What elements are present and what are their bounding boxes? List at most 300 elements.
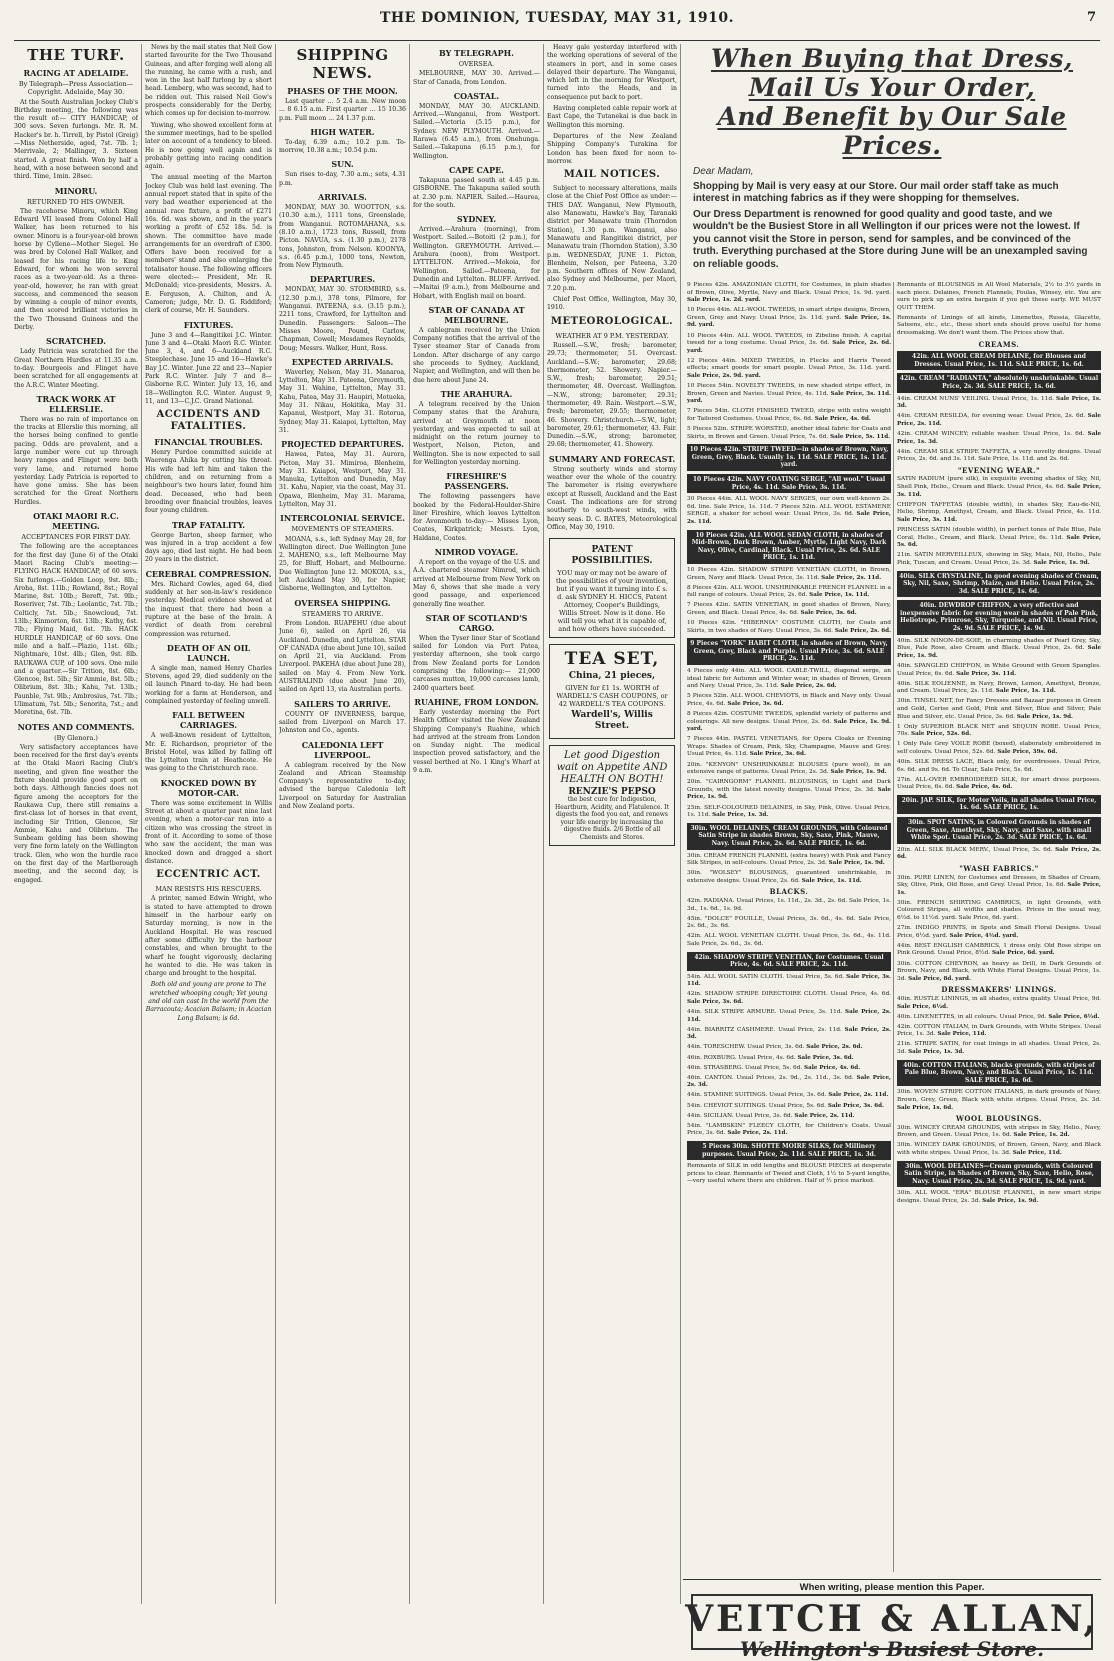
price-item-sale-price: Sale Price, 1s. 3d. bbox=[897, 431, 1101, 445]
price-item-description: 10 Pieces 42in. "HIBERNIA" COSTUME CLOTH, for Coats and Skirts, in two shades of Navy. Usual Price, 3s. 6d. bbox=[687, 620, 891, 634]
price-list-section-heading: WOOL BLOUSINGS. bbox=[956, 1114, 1042, 1124]
high-water: To-day, 6.39 a.m.; 10.2 p.m. To-morrow, 10.38 a.m.; 10.54 p.m. bbox=[279, 138, 406, 155]
column-divider bbox=[680, 44, 681, 1604]
article-heading: SYDNEY. bbox=[456, 214, 497, 225]
article-heading: FIXTURES. bbox=[183, 319, 234, 330]
price-list-section-heading: DRESSMAKERS' LININGS. bbox=[941, 985, 1057, 995]
price-item-sale-price: Sale Price, 1s. 3d. bbox=[897, 395, 1101, 410]
price-list-item bbox=[897, 1125, 1101, 1140]
price-item-sale-price: Sale Price, 6½d. bbox=[1048, 1013, 1100, 1020]
page-number: 7 bbox=[1086, 10, 1096, 25]
price-item-description: 30in. PURE LINEN, for Costumes and Dresses, in Shades of Cream, Sky, Olive, Pink, Old Rose, and Grey. Usual Price, 1s. 6d. bbox=[897, 874, 1101, 889]
price-item-sale-price: Sale Price, 1s. 11d. bbox=[809, 592, 870, 599]
article-subheading: STEAMERS TO ARRIVE. bbox=[301, 609, 384, 618]
price-list-item bbox=[687, 805, 891, 820]
section-heading-eccentric: ECCENTRIC ACT. bbox=[156, 869, 261, 881]
price-item-description: 30in. FRENCH SHIRTING CAMBRICS, in light Grounds, with Coloured Stripes, all widths and shades. Prices in the usual way, 6½d. to 11½d. yard. Sale Price, 6d. yard. bbox=[897, 899, 1101, 922]
price-item-description: 12 Pieces 44in. MIXED TWEEDS, in Flecks and Harris Tweed effects; smart goods for smart people. Usual Price, 3s. 11d. yard. bbox=[687, 357, 891, 372]
patent-advert bbox=[549, 538, 675, 638]
article-heading: THE ARAHURA. bbox=[440, 388, 513, 399]
article-text: There was some excitement in Willis Street at about a quarter past nine last evening, when a motor-car ran into a citizen who was crossing the street in front of it. According to some of those who saw the accident, the man was knocked down and dragged a short distance. bbox=[145, 799, 272, 865]
price-list-item bbox=[897, 315, 1101, 338]
article-text: The annual meeting of the Marton Jockey Club was held last evening. The annual report stated that in spite of the very bad weather experienced at the annual race fixture, a profit of £271 16s. 6d. was shown, and in the year's working a profit of £52 18s. 5d. is shown. The committee have made arrangements for an overdraft of £300. Offers have been received for a members' stand and also enlarging the totalisator house. The following officers were elected:— President, Mr. R. McDonald; vice-presidents, Messrs. A. E. Ferguson, A. Chilton, and A. Cameron; judge, Mr. D. G. Riddiford; clerk of course, Mr. H. Saunders. bbox=[145, 174, 272, 315]
price-item-sale-price: Sale Price, 11d. bbox=[1012, 1150, 1062, 1156]
article-text: George Barton, sheep farmer, who was injured in a trap accident a few days ago, died last night. He had been 20 years in the district. bbox=[145, 531, 272, 564]
price-list-item bbox=[897, 724, 1101, 739]
price-item-sale-price: Sale Price, 4s. 6d. bbox=[814, 416, 871, 422]
price-list-item bbox=[897, 663, 1101, 678]
price-item-description: 30in. WOVEN STRIPE COTTON ITALIANS, in dark grounds of Navy, Brown, Grey, Green, Black with white stripes. Usual Price, 2s. 3d. bbox=[897, 1089, 1101, 1103]
article-text: Early yesterday morning the Port Health Officer visited the New Zealand Shipping Company's Ruahine, which had arrived at the stream from London on Sunday night. The medical inspection proved satisfactory, and the vessel berthed at No. 1 King's Wharf at 9 a.m. bbox=[413, 708, 540, 774]
article-text: A report on the voyage of the U.S. and A.A. chartered steamer Nimrod, which arrived at Melbourne from New York on May 6, shows that she made a very good passage, and experienced generally fine weather. bbox=[413, 559, 540, 608]
article-heading: RUAHINE, FROM LONDON. bbox=[414, 696, 539, 707]
price-item-description: 45in. "DOLCE" FOUILLE, Usual Prices, 3s. 6d., 4s. 6d. Sale Price, 2s. 6d., 3s. 6d. bbox=[687, 915, 891, 930]
article-heading: DEPARTURES. bbox=[309, 274, 376, 285]
price-list-section-heading: "EVENING WEAR." bbox=[957, 465, 1041, 475]
price-item-sale-price: Sale Price, 39s. 6d. bbox=[997, 748, 1058, 755]
article-heading: SUMMARY AND FORECAST. bbox=[548, 453, 676, 464]
article-text: Subject to necessary alterations, mails close at the Chief Post Office as under:— THIS DAY. Wanganui, New Plymouth, also Manawatu, Hawke's Bay, Taranaki district per Manawatu train (Thorndon Station), 1.30 p.m. Wanganui, also Manawatu and Rangitikei district, per Manawatu train (Thorndon Station), 3.30 p.m. WEDNESDAY, JUNE 1. Picton, Blenheim, Nelson, per Pateena, 3.20 p.m. Southern offices of New Zealand, also Sydney and Melbourne, per Maori, 7.20 p.m. bbox=[547, 185, 677, 292]
featured-price-item: 30in. WOOL DELAINES, CREAM GROUNDS, with Coloured Satin Stripe in shades Brown, Sky, Saxe, Pink, Mauve, Navy. Usual Price, 2s. 6d. SALE PRICE, 1s. 6d. bbox=[687, 823, 891, 850]
price-item-sale-price: Sale Price, 1s. 9d. bbox=[897, 645, 1101, 659]
article-text: A telegram received by the Union Company states that the Arahura, arrived at Greymouth at noon yesterday, and was expected to sail at midnight on the return journey to Westport, Nelson, Picton, and Wellington. She is now expected to sail for Wellington yesterday morning. bbox=[413, 400, 540, 466]
column-divider bbox=[409, 44, 410, 1604]
price-list-item bbox=[687, 1075, 891, 1090]
price-list-item bbox=[687, 307, 891, 330]
price-item-description: 20in. "KENYON" UNSHRINKABLE BLOUSES (pure wool), in an extensive range of patterns. Usual Price, 2s. 3d. bbox=[687, 761, 891, 776]
advert-intro bbox=[693, 166, 1091, 271]
price-item-sale-price: Sale Price, 1s. 2d. bbox=[1013, 1132, 1070, 1139]
price-item-sale-price: Sale Price, 8d. yard. bbox=[908, 975, 971, 982]
article-heading: SUN. bbox=[331, 159, 354, 170]
price-item-description: Remnants of Linings of all kinds, Linenettes, Russia, Glacette, Sateens, etc., etc., these short ends should prove useful for home dressmaking. We don't want them. The Prices show that. bbox=[897, 314, 1101, 337]
price-item-description: 20in. ALL SILK BLACK MERV., Usual Price, 3s. 6d. bbox=[897, 846, 1053, 853]
price-item-description: PRINCESS SATIN (double width), in perfect tones of Pale Blue, Pale Coral, Helio., Cream, and Black. Usual Price, 6s. 11d. bbox=[897, 527, 1101, 541]
price-list-item bbox=[897, 925, 1101, 940]
price-item-description: 40in. SILK DRESS LACE, Black only, for overdresses. Usual Price, 6s. 6d. and 9s. 6d. To Clear, Sale Price, 5s. 6d. bbox=[897, 758, 1101, 773]
featured-price-item: 40in. DEWDROP CHIFFON, a very effective and inexpensive fabric for evening wear in shades of Pale Pink, Heliotrope, Primrose, Sky, Turquoise, and Nil. Usual Price, 2s. 9d. SALE PRICE, 1s. 9d. bbox=[897, 600, 1101, 634]
price-item-sale-price: Sale Price, 2s. 6d. bbox=[806, 1044, 863, 1051]
article-text: A cablegram received by the New Zealand and African Steamship Company's representative to-day, advised the barque Caledonia left Liverpool on Saturday for Australian and New Zealand ports. bbox=[279, 761, 406, 810]
price-item-description: 30 Pieces 44in. ALL WOOL NAVY SERGES, our own well-known 2s. 6d. line. Sale Price, 1s. 11d. 7 Pieces 52in. ALL WOOL ESTAMENE SERGE, a shaker for school wear. Usual Price, 3s. 6d. bbox=[687, 496, 891, 518]
price-list-item bbox=[687, 1113, 891, 1121]
price-list-item bbox=[687, 1163, 891, 1186]
price-item-sale-price: Sale Price, 3s. 11d. bbox=[897, 516, 958, 523]
price-list-item bbox=[897, 943, 1101, 958]
price-list-item bbox=[687, 1103, 891, 1111]
price-list-item bbox=[897, 759, 1101, 774]
price-item-sale-price: Sale Price, 3s. 11d. bbox=[956, 670, 1017, 677]
pepso-text: the best cure for Indigestion, Heartburn, Acidity, and Flatulence. It digests the food you eat, and renews your life energy by increasing the digestive fluids. 2/6 Bottle of all Chemists and Stores. bbox=[554, 796, 670, 841]
featured-price-item: 42in. ALL WOOL CREAM DELAINE, for Blouses and Dresses. Usual Price, 1s. 11d. SALE PRICE, 1s. 6d. bbox=[897, 351, 1101, 370]
price-item-description: 21in. STRIPE SATIN, for coat linings in all shades. Usual Price, 2s. 3d. bbox=[897, 1041, 1101, 1055]
advert-verse: Both old and young are prone to The wretched whooping cough; Yet young and old can cast In the world from the Barracouta; Acacian Balsam; in Acacian Long Balsam; is 6d. bbox=[145, 981, 272, 1022]
price-list-item bbox=[897, 777, 1101, 792]
price-item-description: 40in. LINENETTES, in all colours. Usual Price, 9d. bbox=[897, 1013, 1047, 1020]
price-list-item bbox=[687, 974, 891, 989]
featured-price-item: 10 Pieces 42in. STRIPE TWEED—in shades of Brown, Navy, Green, Grey, Black. Usually 1s. 11d. SALE PRICE, 1s. 11d. yard. bbox=[687, 444, 891, 471]
price-list-item bbox=[687, 1092, 891, 1100]
price-item-sale-price: Sale Price, 1s. 9d. bbox=[982, 1197, 1039, 1204]
article-heading: SAILERS TO ARRIVE. bbox=[294, 698, 391, 709]
price-item-sale-price: Sale Price, 1s. 11d. bbox=[801, 877, 862, 884]
price-item-sale-price: Sale Price, 1s. 9d. bbox=[1033, 559, 1090, 566]
price-item-description: 30in. CREAM FRENCH FLANNEL (extra heavy) with Pink and Fancy Silk Stripes, in self-colours. Usual Price, 2s. 3d. bbox=[687, 852, 891, 867]
price-item-description: 1 Only Pale Grey VOILE ROBE (boxed), elaborately embroidered in self colours. Usual Price, 52s. 6d. bbox=[897, 741, 1101, 755]
price-list-item bbox=[687, 736, 891, 759]
price-item-description: 42in. ALL WOOL VENETIAN CLOTH. Usual Price, 3s. 6d., 4s. 11d. Sale Price, 2s. 6d., 3s. 6d. bbox=[687, 933, 891, 947]
section-heading-shipping: SHIPPING NEWS. bbox=[296, 46, 389, 82]
price-item-sale-price: Sale Price, 1s. 3d. bbox=[712, 812, 769, 819]
tea-set-heading: TEA SET, bbox=[564, 649, 660, 670]
article-text: Chief Post Office, Wellington, May 30, 1910. bbox=[547, 296, 677, 312]
price-item-sale-price: Sale Price, 2s. 6d. bbox=[897, 846, 1101, 861]
price-item-sale-price: Sale Price, 5s. 6d. bbox=[897, 534, 1101, 549]
patent-advert-heading: PATENT POSSIBILITIES. bbox=[571, 545, 653, 567]
price-item-description: 30in. TINSEL NET, for Fancy Dresses and Bazaar purposes in Green and Gold, Cerise and Gold, Pink and Silver, Blue and Silver, Pale Blue and Silver, etc. Usual Price, 3s. 6d. bbox=[897, 698, 1101, 720]
price-list-item bbox=[687, 282, 891, 305]
price-list-divider bbox=[893, 282, 894, 1572]
advert-headline-line: When Buying that Dress, bbox=[710, 44, 1073, 73]
price-item-description: 7 Pieces 44in. PASTEL VENETIANS, for Opera Cloaks or Evening Wraps. Shades of Cream, Pink, Sky, Champagne, Mauve and Grey. Usual Price, 4s. 11d. bbox=[687, 736, 891, 758]
price-item-sale-price: Sale Price, 1s. bbox=[897, 882, 1101, 896]
featured-price-item: 30in. SPOT SATINS, in Coloured Grounds in shades of Green, Saxe, Amethyst, Sky, Navy, and Saxe, with small White Spot. Usual Price, 2s. 3d. SALE PRICE, 1s. 6d. bbox=[897, 817, 1101, 844]
price-list-item bbox=[687, 602, 891, 617]
price-item-description: 8 Pieces 42in. ALL WOOL UNSHRINKABLE FRENCH FLANNEL in a full range of colours. Usual Price, 2s. 6d. bbox=[687, 584, 891, 599]
price-list-item bbox=[897, 741, 1101, 756]
article-text: Strong southerly winds and stormy weather over the whole of the country. The barometer is rising everywhere except at Russell, Auckland and the East Coast. The indications are for strong southerly to south-west winds, with heavy seas. D. C. BATES, Meteorological Office, May 30, 1910. bbox=[547, 465, 677, 531]
price-list-item bbox=[897, 552, 1101, 567]
column-telegraph bbox=[413, 44, 540, 1604]
price-list-item bbox=[897, 900, 1101, 923]
price-item-sale-price: Sale Price, 3s. 11d. yard. bbox=[687, 390, 891, 405]
article-heading: BY TELEGRAPH. bbox=[439, 48, 514, 58]
price-list-item bbox=[687, 916, 891, 931]
moon-phases: Last quarter ... 5 2.4 a.m. New moon ... 8 6.15 a.m. First quarter ... 15 10.36 p.m. Full moon ... 24 1.37 p.m. bbox=[279, 98, 406, 122]
article-heading: MINORU. bbox=[54, 185, 98, 196]
advert-store-name-block bbox=[683, 1600, 1101, 1660]
featured-price-item: 40in. COTTON ITALIANS, blacks grounds, with stripes of Pale Blue, Brown, Navy, and Black. Usual Price, 1s. 11d. SALE PRICE, 1s. 6d. bbox=[897, 1060, 1101, 1087]
store-slogan: Wellington's Busiest Store. bbox=[739, 1637, 1045, 1661]
masthead bbox=[14, 4, 1100, 41]
article-heading: CALEDONIA LEFT LIVERPOOL. bbox=[301, 739, 384, 760]
price-item-description: 9 Pieces 42in. AMAZONIAN CLOTH, for Costumes, in plain shades of Brown, Olive, Myrtle, Navy and Black. Usual Price, 1s. 9d. yard. bbox=[687, 282, 891, 296]
article-heading: PHASES OF THE MOON. bbox=[287, 86, 398, 96]
price-list bbox=[687, 282, 1101, 1572]
article-text: News by the mail states that Neil Gow started favourite for the Two Thousand Guineas, and after forging well along all the running, he came with a rush, and won in the last half furlong by a short head. Lemberg, who was second, had to be ridden out. This raised Neil Gow's prospects considerably for the Derby, which comes up for decision to-morrow. bbox=[145, 44, 272, 118]
article-text: Very satisfactory acceptances have been received for the first day's events at the Otaki Maori Racing Club's meeting, and given fine weather the fixture should provide good sport on both days. Although fancies does not figure among the acceptors for the Raukawa Cup, there still remains a first-class lot of horses in that event, including Sir Trition, Glencoe, Sir Ammie, Kahu and Olibrium. The Sunbeam gelding has been showing very fine form lately on the Wellington track. Glen, who won the hurdle race on the first day of the Marlborough meeting, and the second day, is engaged. bbox=[14, 743, 138, 884]
price-item-description: 54in. ALL WOOL SATIN CLOTH. Usual Price, 5s. 6d. bbox=[687, 973, 845, 980]
article-text: From London. RUAPEHU (due about June 6), sailed on April 26, via Auckland. Dunedin, and Lyttelton. STAR OF CANADA (due about June 10), sailed on April 21, via Auckland. From Liverpool. PAKEHA (due about June 28), sailed on May 4. From New York. AUSTRALIND (due about June 20), sailed on April 13, via Australian ports. bbox=[279, 619, 406, 694]
price-list-item bbox=[897, 413, 1101, 428]
price-item-description: 44in. SILK STRIPE ARMURE. Usual Price, 3s. 11d. bbox=[687, 1009, 843, 1016]
price-list-item bbox=[687, 870, 891, 885]
article-text: Lady Patricia was scratched for the Great Northern Hurdles at 11.35 a.m. to-day. Bourgeois and Flinget have been scratched for all engagements at the A.R.C. Winter Meeting. bbox=[14, 348, 138, 389]
price-list-item bbox=[687, 693, 891, 708]
price-list-right bbox=[897, 282, 1101, 1572]
price-item-description: 42in. RADIANA. Usual Prices, 1s. 11d., 2s. 3d., 2s. 6d. Sale Price, 1s. 3d., 1s. 6d., 1s. 9d. bbox=[687, 897, 891, 912]
article-text: MONDAY, MAY 30. WOOTTON, s.s. (10.30 a.m.), 1111 tons, Greenslade, from Wanganui. ROTOMAHANA, s.s. (8.10 a.m.), 1723 tons, Russell, from Picton. NAVUA, s.s. (1.30 p.m.), 2178 tons, Johnston, from Nelson. KOONYA, s.s. (6.45 p.m.), 1000 tons, Newton, from New Plymouth. bbox=[279, 204, 406, 270]
article-text: A cablegram received by the Union Company notifies that the arrival of the Tyser steamer Star of Canada from London. After discharge of any cargo she proceeds to Sydney, Auckland, Napier, and Wellington, and will then be due here about June 24. bbox=[413, 326, 540, 384]
price-list-item bbox=[687, 408, 891, 423]
tea-set-advert bbox=[549, 644, 675, 739]
price-item-description: 46in. STRASBERG. Usual Price, 5s. 6d. bbox=[687, 1064, 803, 1071]
article-text: Departures of the New Zealand Shipping Company's Turakina for London has been fixed for noon to-morrow. bbox=[547, 132, 677, 165]
article-text: Henry Purdoe committed suicide at Waerenga Ahika by cutting his throat. His wife had left him and taken the children, and on returning from a neighbour's two hours later, found him dead. Deceased, who had been brooding over financial troubles, leaves four young children. bbox=[145, 449, 272, 515]
price-item-description: 44in. CREAM NUNS' VEILING. Usual Price, 1s. 11d. bbox=[897, 395, 1054, 402]
price-item-description: 5 Pieces 52in. ALL WOOL CHEVIOTS, in Black and Navy only. Usual Price, 4s. 6d. bbox=[687, 693, 891, 707]
price-item-sale-price: Sale Price, 3s. 6d. bbox=[797, 1054, 854, 1061]
article-text: When the Tyser liner Star of Scotland sailed for London via Port Patea, yesterday afternoon, she took cargo from New Zealand ports for London comprising the following:— 21,000 carcases mutton, 19,000 carcases lamb, 2400 quarters beef. bbox=[413, 634, 540, 692]
price-list-item bbox=[687, 898, 891, 913]
pepso-brand: RENZIE'S PEPSO bbox=[568, 787, 656, 798]
column-divider bbox=[543, 44, 544, 1604]
price-item-description: 46in. ROXBURG. Usual Price, 4s. 6d. bbox=[687, 1054, 796, 1061]
price-list-item bbox=[687, 1044, 891, 1052]
price-item-description: 7 Pieces 54in. CLOTH FINISHED TWEED, stripe with extra weight for Tailored Costumes. Usual Price, 6s. 6d. bbox=[687, 408, 891, 422]
article-subheading: ACCEPTANCES FOR FIRST DAY. bbox=[21, 533, 131, 542]
price-item-description: 21in. SATIN MERVEILLEUX, showing in Sky, Mais, Nil, Helio., Pale Pink, Tuscan, and Cream. Usual Price, 2s. 3d. bbox=[897, 552, 1101, 566]
price-item-description: 42in. SHADOW STRIPE DIRECTOIRE CLOTH. Usual Price, 4s. 6d. bbox=[687, 991, 891, 998]
price-item-sale-price: Sale Price, 1s. 9d. bbox=[830, 769, 887, 776]
featured-price-item: 10 Pieces 42in. ALL WOOL SEDAN CLOTH, in shades of Mid-Brown, Dark Brown, Amber, Myrtle, Light Navy, Dark Navy, Olive, Cardinal, Black. Usual Price, 2s. 6d. SALE PRICE, 1s. 11d. bbox=[687, 530, 891, 564]
price-item-sale-price: Sale Price, 1s. 9d. yard. bbox=[687, 314, 891, 329]
article-heading: INTERCOLONIAL SERVICE. bbox=[280, 513, 405, 524]
article-text: MELBOURNE, MAY 30. Arrived.—Star of Canada, from London. bbox=[413, 70, 540, 86]
article-heading: DEATH OF AN OIL LAUNCH. bbox=[166, 642, 251, 663]
tea-set-store: Wardell's, Willis Street. bbox=[571, 710, 653, 732]
price-item-description: 30in. COTTON CHEVRON, as heavy as Drill, in Dark Grounds of Brown, Navy, and Black, with White Floral Designs. Usual Price, 1s. 3d. bbox=[897, 960, 1101, 982]
featured-price-item: 9 Pieces "YORK" HABIT CLOTH, in shades of Brown, Navy, Green, Grey, Black and Purple. Usual Price, 3s. 6d. SALE PRICE, 2s. 11d. bbox=[687, 638, 891, 665]
column-shipping bbox=[279, 44, 406, 1604]
price-list-item bbox=[897, 1041, 1101, 1056]
price-item-description: 10 Pieces 44in. ALL-WOOL TWEEDS, in smart stripe designs, Brown, Green, Grey and Navy. Usual Price, 2s. 11d. yard. bbox=[687, 307, 891, 321]
article-heading: NIMROD VOYAGE. bbox=[434, 547, 519, 558]
tea-set-text: GIVEN for £1 1s. WORTH of WARDELL'S CASH COUPONS, or 42 WARDELL'S TEA COUPONS. bbox=[556, 684, 668, 709]
section-heading-turf: THE TURF. bbox=[27, 46, 125, 64]
column-news bbox=[145, 44, 272, 1604]
article-text: Yuwing, who showed excellent form at the summer meetings, had to be spelled later on account of a tendency to bleed. He is now going well again and is probably getting into racing condition again. bbox=[145, 121, 272, 171]
price-item-description: CHIFFON TAFFETAS (double width), in shades Sky, Eau-de-Nil, Helio, Shrimp, Amethyst, Cream, and Black. Usual Price, 4s. 11d. bbox=[897, 501, 1101, 516]
price-item-description: 25in. SELF-COLOURED DELAINES, in Sky, Pink, Olive. Usual Price, 1s. 11d. bbox=[687, 804, 891, 819]
article-text: At the South Australian Jockey Club's Birthday meeting, the following was the result of:— CITY HANDICAP, of 300 sovs. Seven furlongs. Mr. R. M. Hacker's br. h. Tirrell, by Pistol (Greig)—Miss Netherside, aged, 7st. 7lb. 1; Merrivale, 2; Mallinger, 3. Sixteen started. A great finish. Won by half a head, with a nose between second and third. Time, 1min. 28sec. bbox=[14, 98, 138, 181]
price-item-sale-price: Sale Price, 2s. 11d. bbox=[821, 574, 882, 581]
price-item-sale-price: Sale Price, 2s. 3d. bbox=[687, 1026, 891, 1041]
article-subheading: MAN RESISTS HIS RESCUERS. bbox=[155, 885, 262, 894]
advert-headline-line: And Benefit by Our Sale Prices. bbox=[717, 102, 1067, 160]
price-item-description: 1 Only SUPERIOR BLACK NET and SEQUIN ROBE. Usual Price, 70s. bbox=[897, 723, 1101, 738]
article-text: MONDAY, MAY 30. AUCKLAND. Arrived.—Wanganui, from Westport. Sailed.—Victoria (5.15 p.m.), for Sydney. NEW PLYMOUTH. Arrived.—Rarawa (6.45 a.m.), from Onehunga. Sailed.—Takapuna (6.15 p.m.), for Wellington. bbox=[413, 102, 540, 160]
sun-times: Sun rises to-day, 7.30 a.m.; sets, 4.31 p.m. bbox=[279, 171, 406, 187]
price-item-description: 8 Pieces 42in. COSTUME TWEEDS, splendid variety of patterns and colourings. All new designs. Usual Price, 2s. 6d. bbox=[687, 711, 891, 725]
price-item-description: 40in. RUSTLE LININGS, in all shades, extra quality. Usual Price, 9d. bbox=[897, 995, 1101, 1002]
price-list-item bbox=[687, 991, 891, 1006]
article-heading: HIGH WATER. bbox=[310, 126, 375, 137]
advert-headline bbox=[683, 44, 1101, 160]
price-item-description: 30in. WINCEY DARK GROUNDS, of Brown, Green, Navy, and Black with white stripes. Usual Price, 1s. 3d. bbox=[897, 1142, 1101, 1156]
article-heading: EXPECTED ARRIVALS. bbox=[291, 356, 394, 367]
price-item-sale-price: Sale Price, 1s. 3d. bbox=[908, 1048, 965, 1055]
article-heading: RACING AT ADELAIDE. bbox=[23, 68, 129, 78]
article-subheading: RETURNED TO HIS OWNER. bbox=[27, 197, 125, 206]
article-heading: SCRATCHED. bbox=[46, 336, 106, 347]
price-item-description: 46in. CANTON. Usual Prices, 2s. 9d., 2s. 11d., 3s. 6d. bbox=[687, 1074, 854, 1081]
article-subheading: MOVEMENTS OF STEAMERS. bbox=[291, 525, 394, 534]
article-heading: PROJECTED DEPARTURES. bbox=[281, 439, 404, 450]
price-list-item bbox=[897, 638, 1101, 661]
price-item-description: 44in. SICILIAN. Usual Price, 3s. 6d. bbox=[687, 1112, 793, 1119]
advert-intro-text: Our Dress Department is renowned for good quality and good taste, and we wouldn't be the Busiest Store in all Wellington if our prices were not the lowest. If you cannot visit the Store in person, send for samples, and be convinced of the truth. Everything purchased at the Store during June will be an unexampled saving on reliable goods. bbox=[693, 208, 1088, 270]
article-text: COUNTY OF INVERNESS, barque, sailed from Liverpool on March 17. Johnston and Co., agents. bbox=[279, 710, 406, 735]
column-divider bbox=[275, 44, 276, 1604]
price-item-sale-price: Sale Price, 3s. 11d. bbox=[897, 484, 1101, 498]
article-heading: FIRESHIRE'S PASSENGERS. bbox=[444, 471, 509, 492]
price-list-item bbox=[687, 711, 891, 734]
advert-headline-line: Mail Us Your Order, bbox=[748, 73, 1036, 102]
price-list-item bbox=[687, 668, 891, 691]
article-text: The following are the acceptances for the first day (June 6) of the Otaki Maori Racing Club's meeting:— FLYING HACK HANDICAP, of 60 sovs. Six furlongs.—Golden Loop, 9st. 8lb.; Aroha, 8st. 11lb.; Rowland, 8st.; Royal Marine, 8st. 10lb.; Bereft, 7st. 9lb.; Roseriver, 7st. 7lb.; Leolantic, 7st. 7lb.; Celticly, 7st. 5lb.; Snowcloud, 7st. 13lb.; Kinmorton, 6st. 13lb.; Kathy, 6st. 7lb.; Flying Maid, 6st. 7lb. HACK HURDLE HANDICAP, of 60 sovs. One mile and a half.—Plazio, 11st. 6lb.; Nightmare, 10st. 4lb.; Glen, 9st. 8lb. RAUKAWA CUP, of 100 sovs. One mile and a quarter.—Sir Trition, 8st. 6lb.; Glencoe, 8st. 5lb.; Sir Ammie, 8st. 5lb.; Olibrium, 8st. 3lb.; Kahu, 7st. 13lb.; Paunble, 7st. 9lb.; Ambrosius, 7st. 7lb.; Ulimatum, 7st. 5lb.; Senorita, 7st.; and Moretina, 6st. 7lb. bbox=[14, 543, 138, 717]
price-list-item bbox=[687, 1009, 891, 1024]
article-heading: ARRIVALS. bbox=[318, 192, 367, 203]
article-text: Arrived.—Arahura (morning), from Westport. Sailed.—Botoiti (2 p.m.), for Wellington. GREYMOUTH. Arrived.—Arahura (noon), from Westport. LYTTELTON. Arrived.—Mokoia, for Wellington. Sailed.—Pateena, for Dunedin and Lyttelton. BLUFF. Arrived.—Maitai (9 a.m.), from Melbourne and Hobart, with English mail on board. bbox=[413, 226, 540, 300]
article-text: June 3 and 4—Rangitikei J.C. Winter. June 3 and 4—Otaki Maori R.C. Winter. June 3, 4, and 6—Auckland R.C. Steeplechase. June 15 and 16—Hawke's Bay J.C. Winter. June 22 and 23—Napier Park R.C. Winter. July 7 and 8—Gisborne R.C. Winter. July 13, 16, and 18—Wellington R.C. Winter. August 9, 11, and 13—C.J.C. Grand National. bbox=[145, 331, 272, 405]
article-heading: KNOCKED DOWN BY MOTOR-CAR. bbox=[160, 777, 257, 798]
price-item-sale-price: Sale Price, 1s. 9d. bbox=[1016, 713, 1073, 720]
article-text: A printer, named Edwin Wright, who is stated to have attempted to drown himself in the harbour early on Saturday morning, is now in the Auckland Hospital. He was rescued after some difficulty by the harbour constables, and when brought to the wharf he fought vigorously, declaring he wanted to die. He was taken in charge and brought to the hospital. bbox=[145, 895, 272, 978]
store-name: VEITCH & ALLAN, bbox=[685, 1598, 1099, 1640]
price-list-item bbox=[897, 1014, 1101, 1022]
price-list-item bbox=[687, 426, 891, 441]
price-item-sale-price: Sale Price, 1s. 6d. bbox=[897, 1104, 954, 1111]
article-text: MONDAY, MAY 30. STORMBIRD, s.s. (12.30 p.m.), 378 tons, Pilmore, for Wanganui. PATEENA, s.s. (3.15 p.m.), 2211 tons, Crawford, for Lyttelton and Dunedin. Passengers: Saloon—The Misses Moore, Pound, Carlow, Chapman, Cowell; Mesdames Reynolds, Doug; Messrs. Walker, Hunt, Ross. bbox=[279, 286, 406, 352]
article-heading: NOTES AND COMMENTS. bbox=[17, 721, 135, 732]
price-item-sale-price: Sale Price, 4s. 6d. bbox=[804, 1064, 861, 1071]
price-list-item bbox=[687, 762, 891, 777]
price-item-sale-price: Sale Price, 6½d. bbox=[897, 1003, 949, 1010]
price-item-sale-price: Sale Price, 2s. 11d. bbox=[828, 1092, 889, 1099]
price-item-description: 42in. CREAM WINCEY; reliable washer. Usual Price, 1s. 6d. bbox=[897, 431, 1085, 437]
price-list-item bbox=[687, 585, 891, 600]
column-turf bbox=[14, 44, 138, 1604]
column-divider bbox=[141, 44, 142, 1604]
price-list-item bbox=[687, 1123, 891, 1138]
price-list-item bbox=[687, 1065, 891, 1073]
article-text: There was no rain of importance on the tracks at Ellerslie this morning, all the horses being confined to gentle pacing. Odds are prevalent, and a large number were cut up through heavy ranges and Flinget were both very lame, and returned home yesterday. Lady Patricia is reported to have gone amiss. She has been scratched for the Great Northern Hurdles. bbox=[14, 415, 138, 506]
price-item-description: 5 Pieces 52in. STRIPE WORSTED, another ideal fabric for Coats and Skirts, in Brown and Green. Usual Price, 7s. 6d. bbox=[687, 426, 891, 440]
featured-price-item: 42in. SHADOW STRIPE VENETIAN, for Costumes. Usual Price, 4s. 6d. SALE PRICE, 2s. 11d. bbox=[687, 952, 891, 971]
price-item-sale-price: Sale Price, 3s. 6d. bbox=[687, 999, 744, 1005]
price-list-left bbox=[687, 282, 891, 1572]
price-item-sale-price: Sale Price, 2s. 6d. bbox=[834, 627, 891, 634]
price-item-sale-price: Sale Price, 2s. 3d. bbox=[687, 1074, 891, 1089]
price-item-sale-price: Sale Price, 2s. 11d. bbox=[687, 1009, 891, 1023]
price-item-sale-price: Sale Price, 3s. 6d. bbox=[800, 609, 857, 616]
veitch-allan-advert bbox=[683, 44, 1101, 1661]
price-list-item bbox=[897, 396, 1101, 411]
price-item-sale-price: Sale Price, 2s. 11d. bbox=[897, 413, 1101, 427]
article-heading: STAR OF CANADA AT MELBOURNE. bbox=[428, 304, 525, 325]
article-text: The racehorse Minoru, which King Edward VII leased from Colonel Hall Walker, has been returned to his owner. Minoru is a four-year-old brown horse by Cyllene—Mother Siegel. He was bred by Colonel Hall Walker, and leased for his racing life to King Edward, for whom he won several races as a two-year-old. As a three-year-old, however, he ran with great success, and commenced the season by winning a couple of minor events, and then scored brilliant victories in the Two Thousand Guineas and the Derby. bbox=[14, 207, 138, 332]
price-list-item bbox=[687, 358, 891, 381]
article-dateline: By Telegraph—Press Association—Copyright. Adelaide, May 30. bbox=[18, 80, 134, 97]
price-list-item bbox=[897, 961, 1101, 984]
price-item-description: 7 Pieces 42in. SATIN VENETIAN, in good shades of Brown, Navy, Green, and Black. Usual Price, 4s. 6d. bbox=[687, 602, 891, 616]
price-item-sale-price: Sale Price, 3s. 6d. bbox=[827, 1102, 884, 1109]
price-list-item bbox=[897, 681, 1101, 696]
price-item-sale-price: Sale Price, 1s. 9d. bbox=[828, 860, 885, 867]
article-heading: TRAP FATALITY. bbox=[171, 519, 246, 530]
advert-intro-text: Shopping by Mail is very easy at our Store. Our mail order staff take as much interest in matching fabrics as if they were shopping for themselves. bbox=[693, 180, 1059, 204]
price-item-sale-price: Sale Price, 1s. 11d. bbox=[995, 688, 1056, 695]
price-item-description: 44in. STAMINE SUITINGS. Usual Price, 3s. 6d. bbox=[687, 1092, 827, 1099]
price-item-description: 42in. COTTON ITALIAN, in Dark Grounds, with White Stripes. Usual Price, 1s. 3d. bbox=[897, 1023, 1101, 1038]
price-list-item bbox=[687, 496, 891, 526]
article-text: Heavy gale yesterday interfered with the working operations of several of the steamers in port, and in some cases delayed their departure. The Wanganui, which left in the morning for Westport, turned into the Heads, and in consequence put back to port. bbox=[547, 44, 677, 101]
article-text: The following passengers have booked by the Federal-Houlder-Shire liner Fireshire, which leaves Lyttelton for Avonmouth to-day:— Misses Lyon, Coates, Kirkpatrick; Messrs. Lyon, Haldane, Coates. bbox=[413, 493, 540, 542]
price-list-item bbox=[687, 853, 891, 868]
featured-price-item: 42in. CREAM "RADIANTA," absolutely unshrinkable. Usual Price, 2s. 3d. SALE PRICE, 1s. 6d. bbox=[897, 373, 1101, 392]
featured-price-item: 5 Pieces 30in. SHOTTE MOIRE SILKS, for Millinery purposes. Usual Price, 2s. 11d. SALE PRICE, 1s. 3d. bbox=[687, 1141, 891, 1160]
price-item-description: 4 Pieces only 44in. ALL WOOL CABLE-TWILL, diagonal serge, an ideal fabric for Autumn and Winter wear, in shades of Brown, Green and Navy. Usual Price, 3s. 11d. bbox=[687, 668, 891, 690]
column-mails bbox=[547, 44, 677, 1604]
price-list-item bbox=[897, 449, 1101, 464]
price-item-sale-price: Sale Price, 3s. 6d. bbox=[749, 751, 806, 758]
price-list-item bbox=[897, 502, 1101, 525]
price-item-description: 27in. ALL-OVER EMBROIDERED SILK, for smart dress purposes. Usual Price, 6s. 6d. bbox=[897, 776, 1101, 791]
article-text: MOANA, s.s., left Sydney May 28, for Wellington direct. Due Wellington June 2. MAHENO, s.s., left Melbourne May 25, for Bluff, Hobart, and Melbourne. Due Wellington June 12. MOKOIA, s.s., left Auckland May 30, for Napier, Gisborne, Wellington, and Lyttelton. bbox=[279, 535, 406, 593]
price-item-sale-price: Sale Price, 4s. 6d. bbox=[956, 784, 1013, 791]
featured-price-item: 30in. WOOL DELAINES—Cream grounds, with Coloured Satin Stripe, in Shades of Brown, Sky, Saxe, Helio, Rose, Navy. Usual Price, 2s. 3d. SALE PRICE, 1s. 9d. yard. bbox=[897, 1161, 1101, 1188]
price-item-description: 30in. WINCEY CREAM GROUNDS, with stripes in Sky, Helio., Navy, Brown, and Green. Usual Price, 1s. 6d. bbox=[897, 1124, 1101, 1139]
price-list-item bbox=[687, 383, 891, 406]
price-list-item bbox=[687, 620, 891, 635]
article-text: A single man, named Henry Charles Stevens, aged 29, died suddenly on the oil launch Pinard to-day. He had been working for a farm at Henderson, and complained yesterday of feeling unwell. bbox=[145, 664, 272, 705]
price-item-sale-price: Sale Price, 1s. 9d. bbox=[687, 786, 891, 801]
price-list-item bbox=[897, 698, 1101, 721]
price-item-sale-price: Sale Price, 3s. 11d. bbox=[687, 973, 891, 988]
price-item-sale-price: Sale Price, 1s. 2d. yard. bbox=[687, 297, 761, 304]
price-item-sale-price: Sale Price, 11d. bbox=[937, 1031, 987, 1038]
section-heading-accidents: ACCIDENTS AND FATALITIES. bbox=[156, 409, 261, 433]
masthead-title: THE DOMINION, TUESDAY, MAY 31, 1910. bbox=[379, 10, 734, 26]
price-list-item bbox=[897, 527, 1101, 550]
article-heading: FALL BETWEEN CARRIAGES. bbox=[172, 710, 245, 731]
price-item-description: 44in. CREAM RESILDA, for evening wear. Usual Price, 2s. 6d. bbox=[897, 413, 1086, 420]
advert-salutation: Dear Madam, bbox=[693, 166, 754, 177]
price-item-description: 40in. SILK EOLIENNE, in Navy, Brown, Lemon, Amethyst, Bronze, and Cream. Usual Price, 2s. 11d. bbox=[897, 680, 1101, 695]
price-item-description: 44in. TORESCHEW. Usual Price, 3s. 6d. bbox=[687, 1044, 805, 1051]
article-text: A well-known resident of Lyttelton, Mr. E. Richardson, proprietor of the Bristol Hotel, was killed by falling off the Lyttelton train at Heathcote. He was going to the Christchurch race. bbox=[145, 732, 272, 773]
section-heading-meteorological: METEOROLOGICAL. bbox=[550, 315, 674, 327]
price-list-item bbox=[687, 567, 891, 582]
price-item-description: 27in. INDIGO PRINTS, in Spots and Small Floral Designs. Usual Price, 6½d. yard. bbox=[897, 925, 1101, 939]
article-heading: STAR OF SCOTLAND'S CARGO. bbox=[425, 612, 528, 633]
price-list-item bbox=[897, 1142, 1101, 1157]
price-item-sale-price: Sale Price, 2s. 11d. bbox=[794, 1112, 855, 1119]
tea-set-subheading: China, 21 pieces, bbox=[568, 671, 656, 682]
price-item-description: 20in. "CAIRNGORM" FLANNEL BLOUSINGS, in Light and Dark Grounds, with the latest novelty designs. Usual Price, 2s. 3d. bbox=[687, 779, 891, 793]
pepso-tagline: Let good Digestion wait on Appetite AND HEALTH ON BOTH! bbox=[556, 750, 668, 786]
price-item-sale-price: Sale Price, 2s. 11d. bbox=[687, 511, 891, 526]
price-list-item bbox=[687, 933, 891, 948]
price-item-description: 30in. ALL WOOL "ERA" BLOUSE FLANNEL, in new smart stripe designs. Usual Price, 2s. 3d. bbox=[897, 1190, 1101, 1204]
article-text: Mrs. Richard Cowles, aged 64, died suddenly at her son-in-law's residence yesterday. Medical evidence showed at the inquest that there had been a rupture at the base of the brain. A verdict of death from cerebral compression was returned. bbox=[145, 580, 272, 638]
article-text: Having completed cable repair work at East Cape, the Tutanekai is due back in Wellington this morning. bbox=[547, 105, 677, 129]
article-heading: CEREBRAL COMPRESSION. bbox=[145, 568, 272, 579]
article-text: Russell.—S.W., fresh; barometer, 29.73; thermometer, 51. Overcast. Auckland.—S.W.; barometer, 29.68; thermometer, 52. Showery. Napier.—S.W., fresh; barometer, 29.51; thermometer, 48. Overcast. Wellington.—N.W., strong; barometer, 29.31; thermometer, 49. Rain. Westport.—S.W., fresh; barometer, 29.55; thermometer, 46. Showery. Christchurch.—S.W., light; barometer, 29.61; thermometer, 43. Fair. Dunedin.—S.W., strong; barometer, 29.68; thermometer, 41. Showery. bbox=[547, 341, 677, 449]
price-item-sale-price: Sale Price, 3s. 6d. bbox=[727, 700, 784, 707]
price-item-description: 54in. "LAMBSKIN" FLEECY CLOTH, for Children's Coats. Usual Price, 3s. 6d. bbox=[687, 1122, 891, 1137]
